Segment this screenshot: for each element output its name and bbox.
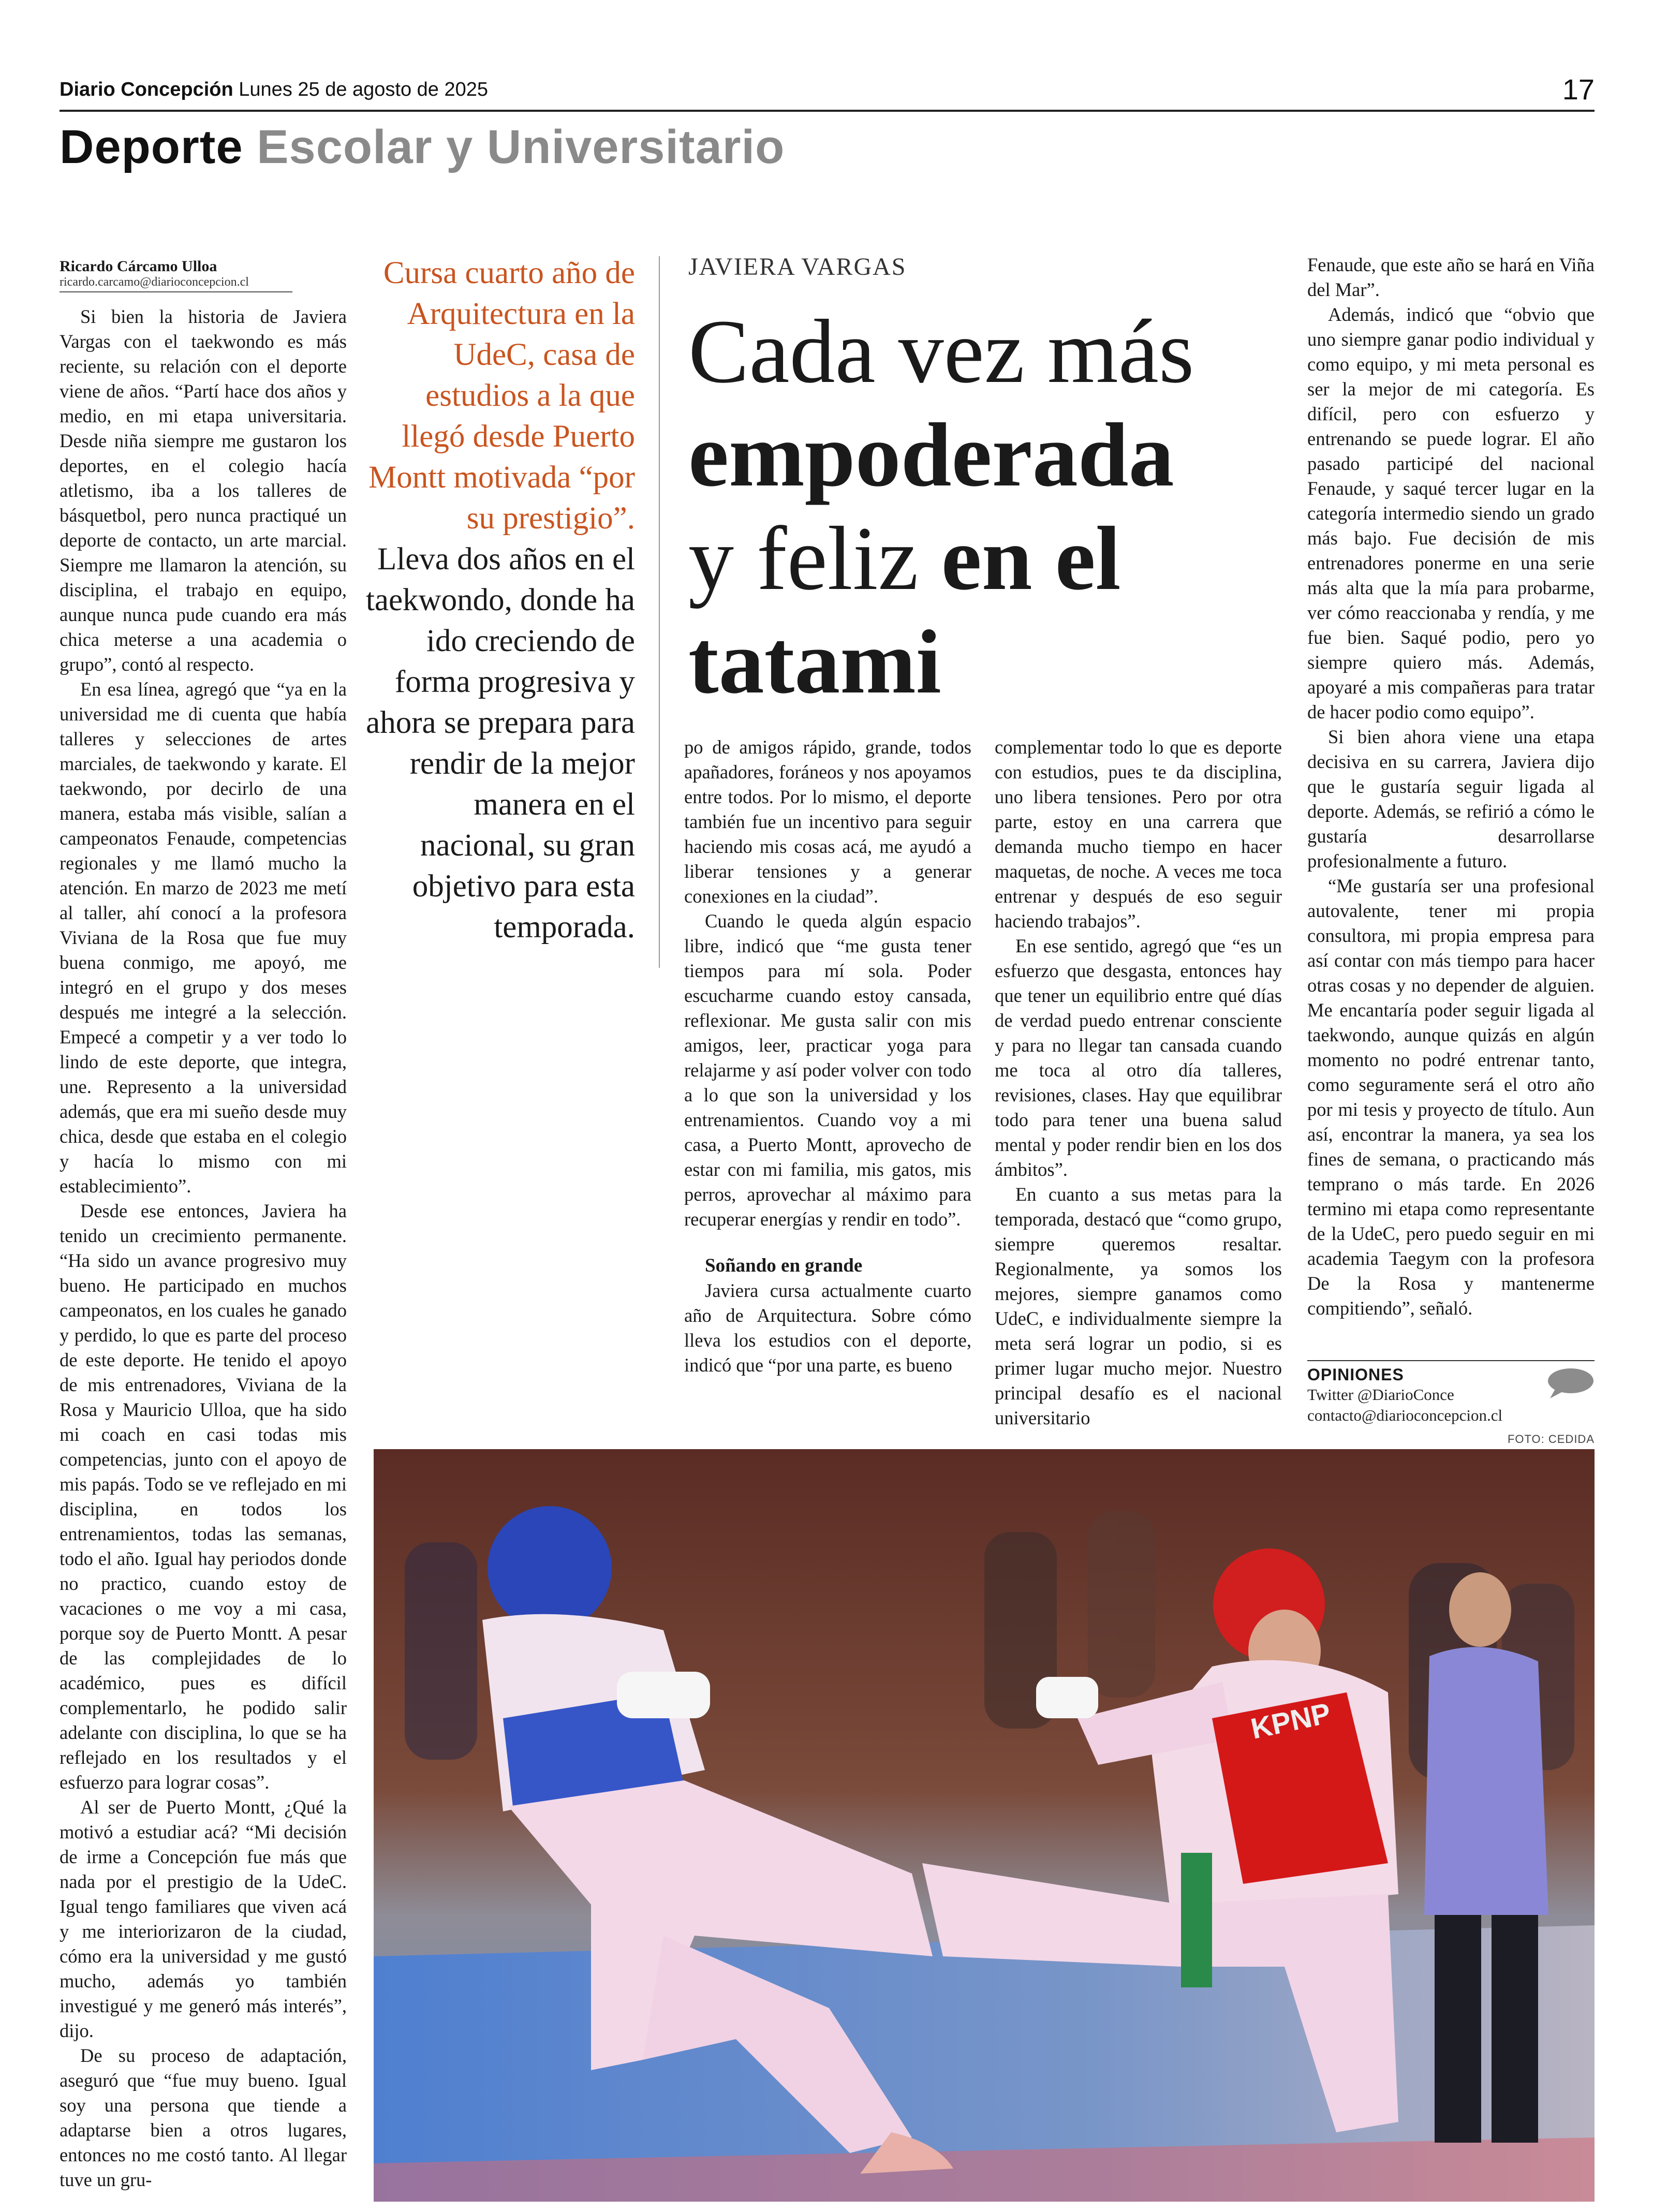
byline-email: ricardo.carcamo@diarioconcepcion.cl xyxy=(60,275,292,292)
article-column-3 xyxy=(684,735,971,1434)
byline-name: Ricardo Cárcamo Ulloa xyxy=(60,258,217,275)
masthead-line xyxy=(60,79,488,101)
subhead: Soñando en grande xyxy=(705,1255,863,1276)
paragraph: En ese sentido, agregó que “es un esfuerzo que desgasta, entonces hay que tener un equilibrio entre qué días de verdad puedo entrenar consciente y para no llegar tan cansada cuando me toca al otro día talleres, revisiones, clases. Hay que equilibrar todo para tener una buena salud mental y poder rendir bien en los dos ámbitos”. xyxy=(995,935,1282,1180)
paragraph: De su proceso de adaptación, aseguró que “fue muy bueno. Igual soy una persona que tiende a adaptarse bien a otros lugares, entonces no me costó tanto. Al llegar tuve un gru- xyxy=(60,2045,347,2190)
pull-quote-highlight: Cursa cuarto año de Arquitectura en la UdeC, casa de estudios a la que llegó desde Puerto Montt motivada “por su prestigio”. xyxy=(368,256,635,536)
paragraph: Si bien ahora viene una etapa decisiva en su carrera, Javiera dijo que le gustaría seguir ligada al deporte. Además, se refirió a cómo le gustaría desarrollarse profesionalmente a futuro. xyxy=(1307,726,1595,872)
section-title xyxy=(60,120,785,174)
opinions-box xyxy=(1307,1360,1595,1426)
pull-quote xyxy=(365,253,635,948)
paragraph: Si bien la historia de Javiera Vargas con el taekwondo es más reciente, su relación con el deporte viene de años. “Partí hace dos años y medio, en mi etapa universitaria. Desde niña siempre me gustaron los deportes, en el colegio hacía atletismo, iba a los talleres de básquetbol, pero nunca practiqué un deporte de contacto, un arte marcial. Siempre me llamaron la atención, su disciplina, el trabajo en equipo, aunque nunca pude cuando era más chica meterse a una academia o grupo”, contó al respecto. xyxy=(60,306,347,675)
opinions-title: OPINIONES xyxy=(1307,1365,1404,1384)
headline-line-4: tatami xyxy=(688,612,941,713)
subject-name: JAVIERA VARGAS xyxy=(688,253,907,281)
paragraph: po de amigos rápido, grande, todos apañadores, foráneos y nos apoyamos entre todos. Por lo mismo, el deporte también fue un incentivo para seguir haciendo mis cosas acá, me ayudó a liberar tensiones y a generar conexiones en la ciudad”. xyxy=(684,736,971,907)
article-column-4 xyxy=(995,735,1282,1434)
article-column-1 xyxy=(60,304,347,2199)
paragraph: complementar todo lo que es deporte con estudios, pues te da disciplina, uno libera tensiones. Pero por otra parte, estoy en una carrera que demanda mucho tiempo en hacer maquetas, de noche. A veces me toca entrenar y después de eso seguir haciendo trabajos”. xyxy=(995,736,1282,932)
masthead xyxy=(60,72,1595,109)
paragraph: Desde ese entonces, Javiera ha tenido un crecimiento permanente. “Ha sido un avance progresivo muy bueno. He participado en muchos campeonatos, en los cuales he ganado y perdido, lo que es parte del proceso de este deporte. He tenido el apoyo de mis entrenadores, Viviana de la Rosa y Mauricio Ulloa, que ha sido mi coach en casi todas mis competencias, junto con el apoyo de mis papás. Todo se ve reflejado en mi disciplina, en todos los entrenamientos, todas las semanas, todo el año. Igual hay periodos donde no practico, cuando estoy de vacaciones o me voy a mi casa, porque soy de Puerto Montt. A pesar de las complejidades de lo académico, pues es difícil complementarlo, he podido salir adelante con disciplina, lo que se ha reflejado en los resultados y el esfuerzo para lograr cosas”. xyxy=(60,1200,347,1793)
paragraph: Fenaude, que este año se hará en Viña del Mar”. xyxy=(1307,254,1595,300)
page-number: 17 xyxy=(1562,73,1595,106)
issue-date: Lunes 25 de agosto de 2025 xyxy=(239,79,489,100)
paragraph: En cuanto a sus metas para la temporada, destacó que “como grupo, siempre queremos resaltar. Regionalmente, ya somos los mejores, siempre ganamos como UdeC, e individualmente siempre la meta será lograr un podio, si es primer lugar mucho mejor. Nuestro principal desafío es el nacional universitario xyxy=(995,1184,1282,1428)
chest-protector-text: KPNP xyxy=(1248,1696,1334,1745)
paragraph: En esa línea, agregó que “ya en la universidad me di cuenta que había talleres y selecciones de artes marciales, de taekwondo y karate. El taekwondo, por decirlo de una manera, estaba más visible, salían a campeonatos Fenaude, competencias regionales y me llamó mucho la atención. En marzo de 2023 me metí al taller, ahí conocí a la profesora Viviana de la Rosa que fue muy buena conmigo, me apoyó, me integró en el grupo y dos meses después me integré a la selección. Empecé a competir y a ver todo lo lindo de este deporte, que integra, une. Represento a la universidad además, que era mi sueño desde muy chica, desde que estaba en el colegio y hacía lo mismo con mi establecimiento”. xyxy=(60,679,347,1197)
photo-credit: FOTO: CEDIDA xyxy=(1507,1433,1595,1446)
pull-quote-body: Lleva dos años en el taekwondo, donde ha ido creciendo de forma progresiva y ahora se prepara para rendir de la mejor manera en el nacional, su gran objetivo para esta temporada. xyxy=(365,542,635,945)
headline xyxy=(688,300,1283,714)
headline-line-3a: y feliz xyxy=(688,508,919,609)
paragraph: Cuando le queda algún espacio libre, indicó que “me gusta tener tiempos para mí sola. Poder escucharme cuando estoy cansada, reflexionar. Me gusta salir con mis amigos, leer, practicar yoga para relajarme y así poder volver con todo a lo que son la universidad y los entrenamientos. Cuando voy a mi casa, a Puerto Montt, aprovecho de estar con mi familia, mis gatos, mis perros, aprovechar al máximo para recuperar energías y rendir en todo”. xyxy=(684,910,971,1230)
section-secondary: Escolar y Universitario xyxy=(257,121,785,173)
opinions-twitter: Twitter @DiarioConce xyxy=(1307,1385,1454,1404)
masthead-rule xyxy=(60,110,1595,112)
paragraph: “Me gustaría ser una profesional autovalente, tener mi propia consultora, mi propia empresa para así contar con más tiempo para hacer otras cosas y no depender de alguien. Me encantaría poder seguir ligada al taekwondo, aunque quizás en algún momento no podré entrenar tanto, como seguramente será el otro año por mi tesis y proyecto de título. Aun así, encontrar la manera, ya sea los fines de semana, o practicando más temprano o más tarde. En 2026 termino mi etapa como representante de la UdeC, pero puedo seguir en mi academia Taegym con la profesora De la Rosa y mantenerme compitiendo”, señaló. xyxy=(1307,875,1595,1319)
headline-line-1: Cada vez más xyxy=(688,301,1194,402)
paragraph: Javiera cursa actualmente cuarto año de Arquitectura. Sobre cómo lleva los estudios con el deporte, indicó que “por una parte, es bueno xyxy=(684,1280,971,1376)
column-divider xyxy=(659,256,660,968)
speech-bubble-icon xyxy=(1545,1366,1595,1400)
headline-line-2: empoderada xyxy=(688,405,1174,506)
paragraph: Al ser de Puerto Montt, ¿Qué la motivó a estudiar acá? “Mi decisión de irme a Concepción fue más que nada por el prestigio de la UdeC. Igual tengo familiares que viven acá y me interiorizaron de la ciudad, cómo era la universidad y me gustó mucho, además yo también investigué y me generó más interés”, dijo. xyxy=(60,1796,347,2041)
opinions-email: contacto@diarioconcepcion.cl xyxy=(1307,1406,1503,1424)
headline-line-3b: en el xyxy=(941,508,1121,609)
paper-name: Diario Concepción xyxy=(60,79,233,100)
taekwondo-photo xyxy=(374,1449,1595,2202)
byline xyxy=(60,258,292,292)
paragraph: Además, indicó que “obvio que uno siempre ganar podio individual y como equipo, y mi meta personal es ser la mejor de mi categoría. Es difícil, pero con esfuerzo y entrenando se puede lograr. El año pasado participé del nacional Fenaude, y saqué tercer lugar en la categoría intermedio siendo un grado más bajo. Fue decisión de mis entrenadores ponerme en una serie más alta que la mía para probarme, ver cómo reaccionaba y rendía, y me fue bien. Saqué podio, pero yo siempre quiero más. Además, apoyaré a mis compañeras para tratar de hacer podio como equipo”. xyxy=(1307,304,1595,722)
article-column-5 xyxy=(1307,253,1595,1339)
section-primary: Deporte xyxy=(60,121,243,173)
